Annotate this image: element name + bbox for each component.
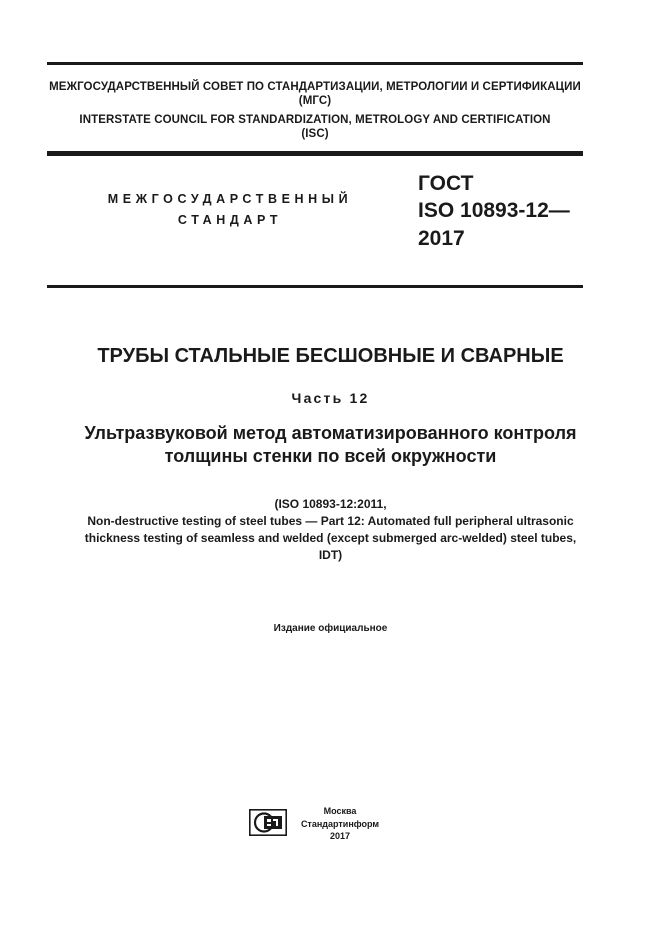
- iso-reference-4: IDT): [318, 548, 343, 562]
- iso-reference-1: (ISO 10893-12:2011,: [274, 497, 387, 511]
- council-name-en: INTERSTATE COUNCIL FOR STANDARDIZATION, METROLOGY AND CERTIFICATION: [79, 114, 551, 126]
- standard-type-label-2: СТАНДАРТ: [177, 213, 283, 227]
- iso-reference-2: Non-destructive testing of steel tubes — Part 12: Automated full peripheral ultrasonic: [87, 514, 574, 528]
- standard-designation-1: ГОСТ: [418, 172, 474, 195]
- council-name-ru: МЕЖГОСУДАРСТВЕННЫЙ СОВЕТ ПО СТАНДАРТИЗАЦИИ, МЕТРОЛОГИИ И СЕРТИФИКАЦИИ: [49, 81, 581, 93]
- header-divider: [47, 151, 583, 156]
- council-abbr-ru: (МГС): [298, 95, 332, 107]
- standard-designation-3: 2017: [418, 227, 465, 250]
- publisher-name: Стандартинформ: [300, 819, 380, 829]
- iso-reference-3: thickness testing of seamless and welded (except submerged arc-welded) steel tubes,: [84, 531, 577, 545]
- document-subtitle-1: Ультразвуковой метод автоматизированного контроля: [84, 423, 577, 443]
- top-divider: [47, 62, 583, 65]
- part-number: Часть 12: [291, 390, 370, 406]
- publisher-year: 2017: [329, 831, 351, 841]
- standard-designation-2: ISO 10893-12—: [418, 199, 570, 222]
- edition-label: Издание официальное: [273, 623, 388, 634]
- document-subtitle-2: толщины стенки по всей окружности: [164, 446, 497, 466]
- designation-divider: [47, 285, 583, 288]
- council-abbr-en: (ISC): [301, 128, 329, 140]
- publisher-city: Москва: [323, 806, 357, 816]
- standard-type-label: МЕЖГОСУДАРСТВЕННЫЙ: [107, 192, 353, 206]
- standartinform-logo-icon: [249, 809, 287, 836]
- document-title: ТРУБЫ СТАЛЬНЫЕ БЕСШОВНЫЕ И СВАРНЫЕ: [97, 345, 564, 367]
